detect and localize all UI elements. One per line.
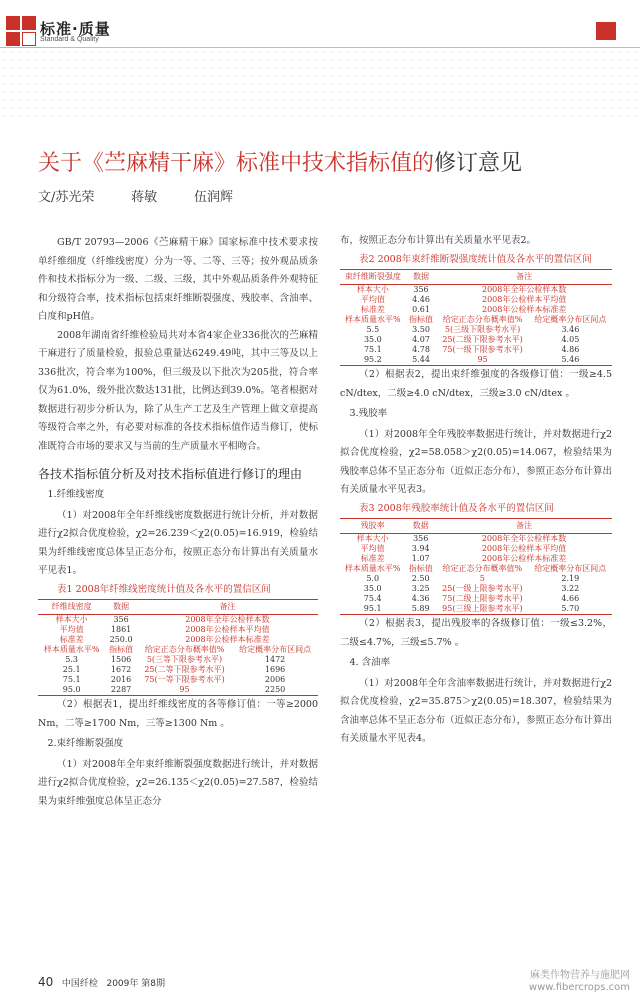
table-cell: 75.4 [363, 594, 382, 603]
table-cell: 5.5 [366, 325, 380, 334]
header-logo-square-2 [22, 16, 36, 30]
table-cell: 2008年公检样本平均值 [481, 295, 567, 304]
table-header-cell: 束纤维断裂强度 [340, 270, 406, 285]
table-cell: 5.3 [65, 655, 78, 664]
article-title-dark: 修订意见 [434, 151, 523, 176]
table-header-cell: 纤维线密度 [38, 600, 105, 615]
table-cell: 75(二级上限参考水平) [442, 594, 523, 603]
right-column [340, 232, 612, 749]
table-cell: 4.86 [561, 345, 580, 354]
table-cell: 2016 [110, 675, 132, 684]
table-cell: 3.25 [411, 584, 430, 593]
table-subheader-cell: 给定概率分布区间点 [534, 564, 607, 573]
table-row [340, 355, 612, 366]
table-cell: 2287 [105, 685, 137, 696]
watermark-line-2: www.fibercrops.com [528, 982, 630, 993]
table-subheader-cell: 给定正态分布概率值% [144, 645, 225, 654]
table-cell: 75.1 [363, 345, 382, 354]
table-cell: 95.0 [38, 685, 105, 696]
table-subheader-cell: 指标值 [109, 645, 134, 654]
table-cell: 3.46 [561, 325, 580, 334]
table-cell: 95.1 [340, 604, 405, 615]
table-subheader-cell: 给定正态分布概率值% [442, 564, 523, 573]
table-cell: 样本大小 [356, 285, 389, 294]
table-cell: 标准差 [59, 635, 84, 644]
table-header-cell: 残胶率 [340, 519, 405, 534]
table-cell: 2.50 [411, 574, 430, 583]
table-header-cell: 数据 [406, 270, 437, 285]
table1-caption: 表1 2008年纤维线密度统计值及各水平的置信区间 [57, 583, 271, 595]
table-cell: 75(一等下限参考水平) [144, 675, 225, 684]
table-cell: 1696 [264, 665, 286, 674]
table-row [38, 665, 318, 675]
article-title [38, 146, 522, 177]
paragraph: 布，按照正态分布计算出有关质量水平见表2。 [340, 235, 537, 246]
table-row [340, 594, 612, 604]
table-row [340, 584, 612, 594]
table-cell: 标准差 [360, 554, 385, 563]
table-cell: 2008年公检样本平均值 [185, 625, 270, 634]
table-subheader-cell: 样本质量水平% [345, 315, 401, 324]
table-header-cell: 数据 [105, 600, 137, 615]
table-row [340, 554, 612, 564]
table-subheader-cell: 给定正态分布概率值% [442, 315, 523, 324]
table-cell: 25(二等下限参考水平) [144, 665, 225, 674]
decorative-pattern [0, 48, 640, 118]
table-cell: 4.07 [412, 335, 430, 344]
table-cell: 5 [479, 574, 485, 583]
table-cell: 4.05 [561, 335, 580, 344]
article-authors: 文/苏光荣 蒋敏 伍润辉 [38, 190, 233, 205]
header-red-block [596, 22, 616, 40]
header-logo-square-1 [6, 16, 20, 30]
table-cell: 4.46 [412, 295, 430, 304]
table-cell: 5.70 [529, 604, 612, 615]
table-cell: 1472 [264, 655, 286, 664]
table-row [38, 675, 318, 685]
table2-caption: 表2 2008年束纤维断裂强度统计值及各水平的置信区间 [359, 253, 592, 265]
table-cell: 35.0 [363, 584, 382, 593]
page-number: 40 [38, 975, 54, 989]
table-cell: 5.46 [529, 355, 612, 366]
journal-name: 中国纤检 [61, 979, 98, 989]
table-row [340, 544, 612, 554]
table-row [340, 295, 612, 305]
table2 [340, 269, 612, 366]
table-header-cell: 备注 [436, 519, 612, 534]
table-row [340, 345, 612, 355]
table-cell: 样本大小 [356, 534, 389, 543]
table-header-cell: 数据 [405, 519, 436, 534]
subsection-heading: 3.残胶率 [349, 408, 388, 419]
article-title-red: 关于《苎麻精干麻》标准中技术指标值的 [38, 151, 435, 176]
table-cell: 5(三级下限参考水平) [444, 325, 521, 334]
table-row [38, 625, 318, 635]
table-cell: 2008年全年公检样本数 [185, 615, 270, 624]
table-cell: 2.19 [561, 574, 580, 583]
paragraph: （1）对2008年全年残胶率数据进行统计，并对数据进行χ2拟合优度检验，χ2=58.058＞χ2(0.05)=14.067，检验结果为残胶率总体不呈正态分布（近似正态分布），参照正态分布计算出有关质量水平见表3。 [340, 428, 612, 495]
subsection-heading: 1.纤维线密度 [47, 489, 105, 500]
table-cell: 5.0 [366, 574, 380, 583]
table-subheader-row [340, 315, 612, 325]
table-cell: 2008年公检样本标准差 [185, 635, 270, 644]
table-row [340, 325, 612, 335]
table-row [340, 305, 612, 315]
table-cell: 2008年公检样本平均值 [481, 544, 567, 553]
subsection-heading: 2.束纤维断裂强度 [47, 738, 124, 749]
table-row [340, 574, 612, 584]
table-cell: 3.50 [412, 325, 430, 334]
table-subheader-cell: 样本质量水平% [43, 645, 100, 654]
header-logo-square-3 [6, 32, 20, 46]
table-cell: 平均值 [59, 625, 84, 634]
table-cell: 95.2 [340, 355, 406, 366]
table-row [38, 655, 318, 665]
table-header-cell: 备注 [137, 600, 318, 615]
table-cell: 平均值 [360, 544, 385, 553]
issue-label: 2009年 第8期 [106, 979, 165, 989]
table-cell: 4.78 [412, 345, 430, 354]
paragraph: （1）对2008年全年含油率数据进行统计，并对数据进行χ2拟合优度检验，χ2=35.875＞χ2(0.05)=18.307，检验结果为含油率总体不呈正态分布（近似正态分布），参照正态分布计算出有关质量水平见表4。 [340, 677, 612, 744]
section-title: 标准·质量 [40, 20, 111, 38]
table-subheader-cell: 样本质量水平% [344, 564, 401, 573]
table-subheader-cell: 指标值 [409, 315, 434, 324]
table-row [38, 685, 318, 696]
table-cell: 75(一级下限参考水平) [442, 345, 523, 354]
table-cell: 4.66 [561, 594, 580, 603]
table-subheader-cell: 给定概率分布区间点 [534, 315, 607, 324]
paragraph: （1）对2008年全年纤维线密度数据进行统计分析，并对数据进行χ2拟合优度检验，χ2=26.239＜χ2(0.05)=16.919，检验结果为纤维线密度总体呈正态分布，按照正态分布计算出有关质量水平见表1。 [38, 509, 318, 576]
table-cell: 4.36 [411, 594, 430, 603]
table-cell: 1861 [110, 625, 132, 634]
table-subheader-cell: 指标值 [408, 564, 433, 573]
table-subheader-cell: 给定概率分布区间点 [239, 645, 312, 654]
paragraph: 2008年湖南省纤维检验局共对本省4家企业336批次的苎麻精干麻进行了质量检验，报验总重量达6249.49吨，其中三等及以上336批次，符合率为100%，但三级及以下批次为205批，符合率仅为61.0%，级外批次数达131批，比例达到39.0%。笔者根据对数据进行初步分析认为，除了从生产工艺及生产管理上做文章提高等级符合率之外，有必要对标准的各技术指标值作适当修订，使标准既符合市场的要求又与当前的生产质量水平相吻合。 [38, 329, 318, 452]
table-cell: 2008年全年公检样本数 [481, 285, 567, 294]
header-logo-square-4 [22, 32, 36, 46]
table-cell: 95 [137, 685, 232, 696]
table-cell: 2250 [232, 685, 318, 696]
table-cell: 0.61 [412, 305, 430, 314]
table-cell: 25.1 [62, 665, 81, 674]
table-cell: 356 [113, 615, 129, 624]
table-subheader-row [340, 564, 612, 574]
table-cell: 75.1 [62, 675, 81, 684]
subsection-heading: 4. 含油率 [349, 657, 391, 668]
table-row [340, 534, 612, 545]
left-column [38, 234, 318, 811]
table-cell: 356 [413, 534, 429, 543]
section-subtitle: Standard & Quality [40, 36, 99, 43]
paragraph: （2）根据表3，提出残胶率的各级修订值：一级≤3.2%，二级≤4.7%，三级≤5.7% 。 [340, 618, 612, 648]
table-cell: 5.44 [406, 355, 437, 366]
table-cell: 356 [413, 285, 429, 294]
table-cell: 3.94 [411, 544, 430, 553]
table-cell: 95(三级上限参考水平) [436, 604, 529, 615]
table-cell: 2008年全年公检样本数 [481, 534, 567, 543]
table3-caption: 表3 2008年残胶率统计值及各水平的置信区间 [359, 502, 554, 514]
section-heading: 各技术指标值分析及对技术指标值进行修订的理由 [38, 467, 303, 481]
table-cell: 2008年公检样本标准差 [481, 554, 567, 563]
table-cell: 250.0 [109, 635, 133, 644]
table-row [340, 604, 612, 615]
watermark-line-1: 麻类作物营养与施肥网 [530, 970, 630, 981]
page-footer [38, 975, 165, 989]
table-row [38, 635, 318, 645]
table-cell: 2006 [264, 675, 286, 684]
table-cell: 1.07 [411, 554, 430, 563]
table-row [340, 335, 612, 345]
table3 [340, 518, 612, 615]
table-row [38, 615, 318, 626]
table1 [38, 599, 318, 696]
table-cell: 1506 [110, 655, 132, 664]
table-row [340, 285, 612, 296]
table-cell: 35.0 [363, 335, 382, 344]
table-subheader-row [38, 645, 318, 655]
table-cell: 5.89 [405, 604, 436, 615]
paragraph: （2）根据表1，提出纤维线密度的各等修订值：一等≥2000 Nm，二等≥1700 Nm，三等≥1300 Nm 。 [38, 699, 318, 729]
paragraph: GB/T 20793—2006《苎麻精干麻》国家标准中技术要求按单纤维细度（纤维线密度）分为一等、二等、三等；按外观品质条件和技术指标分为一级、二级、三级，其中外观品质条件外观特征和分级符合率，技术指标包括束纤维断裂强度、残胶率、含油率、白度和pH值。 [38, 237, 318, 322]
table-cell: 25(二级下限参考水平) [442, 335, 523, 344]
table-cell: 样本大小 [55, 615, 88, 624]
table-cell: 25(一级上限参考水平) [442, 584, 523, 593]
table-cell: 5(三等下限参考水平) [146, 655, 223, 664]
table-header-cell: 备注 [436, 270, 612, 285]
table-cell: 3.22 [561, 584, 580, 593]
table-cell: 标准差 [360, 305, 385, 314]
table-cell: 平均值 [360, 295, 385, 304]
paragraph: （2）根据表2，提出束纤维强度的各级修订值：一级≥4.5 cN/dtex，二级≥4.0 cN/dtex，三级≥3.0 cN/dtex 。 [340, 369, 612, 399]
paragraph: （1）对2008年全年束纤维断裂强度数据进行统计，并对数据进行χ2拟合优度检验，χ2=26.135＜χ2(0.05)=27.587，检验结果为束纤维强度总体呈正态分 [38, 758, 318, 807]
table-cell: 1672 [110, 665, 132, 674]
table-cell: 2008年公检样本标准差 [481, 305, 567, 314]
watermark [529, 970, 630, 994]
table-cell: 95 [436, 355, 528, 366]
